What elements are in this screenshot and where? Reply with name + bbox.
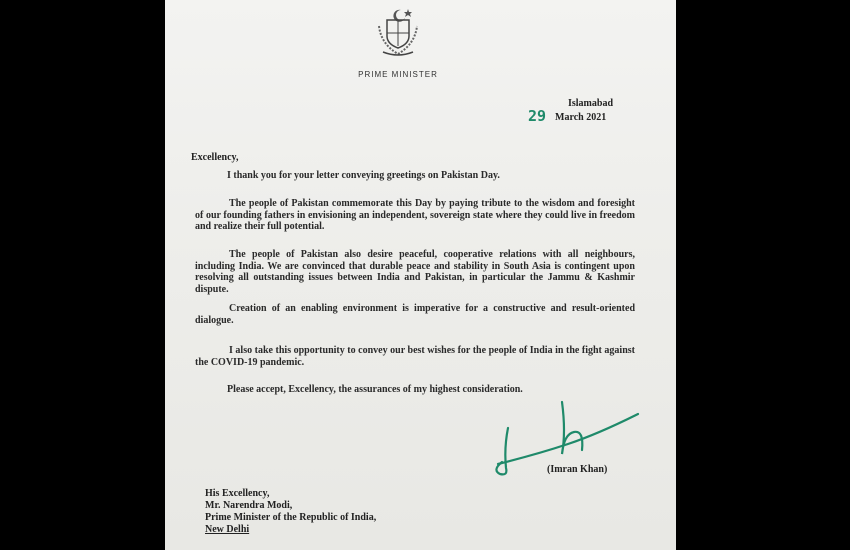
handwritten-signature [490, 398, 650, 493]
salutation: Excellency, [191, 152, 239, 163]
letter-place: Islamabad [568, 98, 614, 109]
left-black-bar [0, 0, 165, 550]
addressee-line-4: New Delhi [205, 524, 250, 535]
closing-line: Please accept, Excellency, the assurances of my highest consideration. [227, 384, 523, 395]
paragraph-1: I thank you for your letter conveying greetings on Pakistan Day. [227, 170, 500, 181]
letter-page [165, 0, 676, 550]
letter-date: March 2021 [555, 112, 607, 123]
handwritten-date-day: 29 [528, 107, 547, 125]
paragraph-4: Creation of an enabling environment is imperative for a constructive and result-oriented dialogue. [195, 303, 635, 326]
right-black-bar [676, 0, 850, 550]
paragraph-2: The people of Pakistan commemorate this Day by paying tribute to the wisdom and foresight of our founding fathers in envisioning an independent, sovereign state where they could live in freedom and realize their full potential. [195, 198, 635, 232]
letterhead-office: PRIME MINISTER [358, 70, 438, 79]
addressee-line-2: Mr. Narendra Modi, [205, 500, 293, 511]
addressee-block [205, 488, 376, 536]
signatory-name: (Imran Khan) [547, 464, 608, 475]
addressee-line-1: His Excellency, [205, 488, 270, 499]
addressee-line-3: Prime Minister of the Republic of India, [205, 512, 377, 523]
paragraph-5: I also take this opportunity to convey our best wishes for the people of India in the fight against the COVID-19 pandemic. [195, 345, 635, 368]
state-emblem-icon [373, 6, 423, 58]
paragraph-3: The people of Pakistan also desire peaceful, cooperative relations with all neighbours, including India. We are convinced that durable peace and stability in South Asia is contingent upon resolving all outstanding issues between India and Pakistan, in particular the Jammu & Kashmir dispute. [195, 249, 635, 295]
